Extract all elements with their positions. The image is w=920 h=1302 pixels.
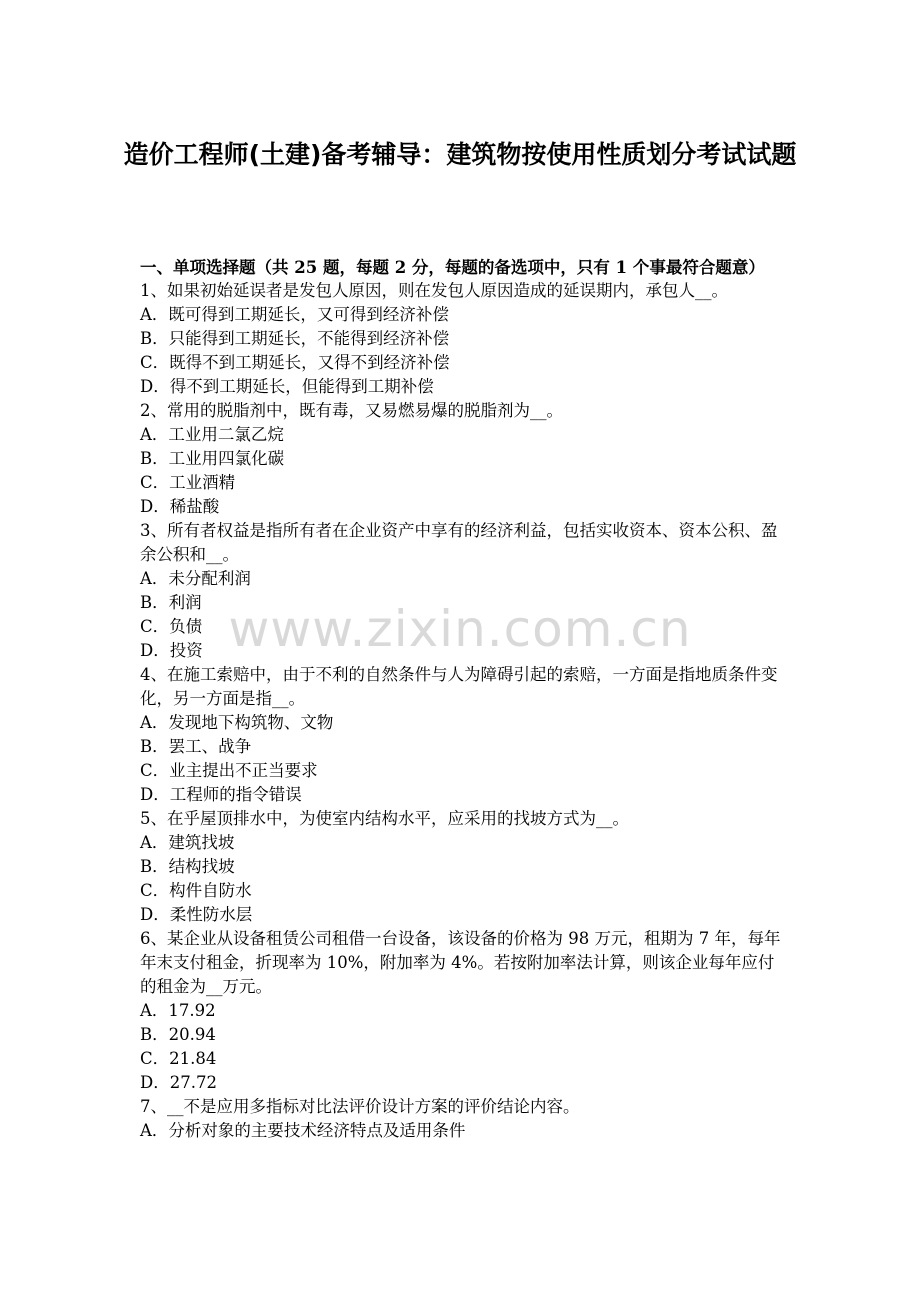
answer-option: D．工程师的指令错误: [140, 785, 302, 804]
question-block: [140, 807, 785, 927]
answer-option: C．业主提出不正当要求: [140, 761, 318, 780]
answer-option: B．20.94: [140, 1025, 216, 1044]
question-block: [140, 399, 785, 519]
question-stem: 2、常用的脱脂剂中，既有毒，又易燃易爆的脱脂剂为__。: [140, 401, 563, 420]
question-stem: 4、在施工索赔中，由于不利的自然条件与人为障碍引起的索赔，一方面是指地质条件变化，另一方面是指__。: [140, 665, 778, 708]
section-heading: 一、单项选择题（共 25 题，每题 2 分，每题的备选项中，只有 1 个事最符合题意）: [140, 258, 765, 277]
question-block: [140, 1095, 785, 1143]
answer-option: D．投资: [140, 641, 203, 660]
answer-option: B．工业用四氯化碳: [140, 449, 285, 468]
answer-option: B．利润: [140, 593, 202, 612]
answer-option: A．未分配利润: [140, 569, 251, 588]
answer-option: D．得不到工期延长，但能得到工期补偿: [140, 377, 434, 396]
answer-option: B．结构找坡: [140, 857, 235, 876]
question-list: [140, 279, 785, 1143]
answer-option: C．既得不到工期延长，又得不到经济补偿: [140, 353, 450, 372]
question-block: [140, 279, 785, 399]
answer-option: D．27.72: [140, 1073, 217, 1092]
question-stem: 5、在乎屋顶排水中，为使室内结构水平，应采用的找坡方式为__。: [140, 809, 629, 828]
answer-option: D．柔性防水层: [140, 905, 253, 924]
answer-option: A．发现地下构筑物、文物: [140, 713, 334, 732]
answer-option: A．既可得到工期延长，又可得到经济补偿: [140, 305, 449, 324]
answer-option: A．工业用二氯乙烷: [140, 425, 284, 444]
answer-option: A．建筑找坡: [140, 833, 235, 852]
answer-option: B．罢工、战争: [140, 737, 252, 756]
answer-option: C．21.84: [140, 1049, 217, 1068]
watermark: www.zixin.com.cn: [228, 600, 692, 658]
question-block: [140, 663, 785, 807]
question-stem: 6、某企业从设备租赁公司租借一台设备，该设备的价格为 98 万元，租期为 7 年，每年年末支付租金，折现率为 10%，附加率为 4%。若按附加率法计算，则该企业每年应付的租金为__万元。: [140, 929, 781, 996]
page-title: 造价工程师(土建)备考辅导：建筑物按使用性质划分考试试题: [123, 140, 797, 169]
answer-option: A．分析对象的主要技术经济特点及适用条件: [140, 1121, 466, 1140]
answer-option: C．工业酒精: [140, 473, 236, 492]
answer-option: A．17.92: [140, 1001, 216, 1020]
answer-option: B．只能得到工期延长，不能得到经济补偿: [140, 329, 450, 348]
question-stem: 3、所有者权益是指所有者在企业资产中享有的经济利益，包括实收资本、资本公积、盈余公积和__。: [140, 521, 778, 564]
question-block: [140, 927, 785, 1095]
answer-option: C．构件自防水: [140, 881, 252, 900]
answer-option: C．负债: [140, 617, 203, 636]
answer-option: D．稀盐酸: [140, 497, 220, 516]
question-stem: 7、__不是应用多指标对比法评价设计方案的评价结论内容。: [140, 1097, 580, 1116]
question-stem: 1、如果初始延误者是发包人原因，则在发包人原因造成的延误期内，承包人__。: [140, 281, 728, 300]
document-body: [140, 256, 785, 1143]
